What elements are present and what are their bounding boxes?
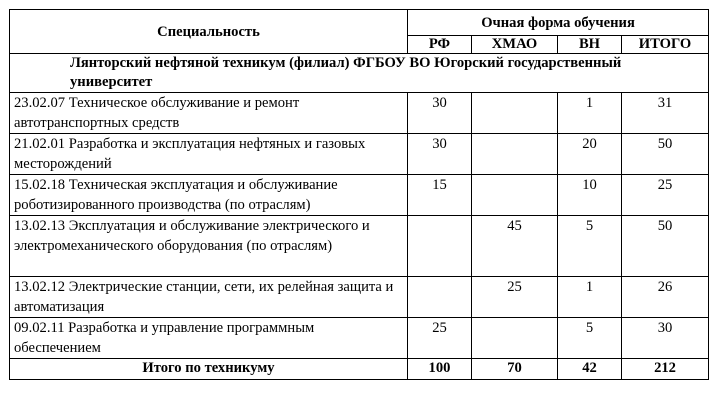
header-col-total: ИТОГО <box>622 36 709 54</box>
table-row <box>10 318 709 359</box>
specialty-cell: 13.02.12 Электрические станции, сети, их релейная защита и автоматизация <box>10 277 408 318</box>
table-row <box>10 93 709 134</box>
table-row <box>10 216 709 277</box>
totals-row <box>10 359 709 380</box>
rf-cell: 30 <box>408 134 472 175</box>
specialty-cell: 09.02.11 Разработка и управление программным обеспечением <box>10 318 408 359</box>
hmao-cell: 45 <box>472 216 558 277</box>
total-cell: 26 <box>622 277 709 318</box>
section-title: Лянторский нефтяной техникум (филиал) ФГБОУ ВО Югорский государственный университет <box>10 54 709 93</box>
hmao-cell <box>472 175 558 216</box>
totals-label: Итого по техникуму <box>10 359 408 380</box>
vn-cell: 20 <box>558 134 622 175</box>
total-cell: 50 <box>622 134 709 175</box>
header-col-rf: РФ <box>408 36 472 54</box>
totals-hmao: 70 <box>472 359 558 380</box>
hmao-cell <box>472 134 558 175</box>
header-col-vn: ВН <box>558 36 622 54</box>
header-full-time-form: Очная форма обучения <box>408 10 709 36</box>
specialty-cell: 23.02.07 Техническое обслуживание и ремонт автотранспортных средств <box>10 93 408 134</box>
table-row <box>10 134 709 175</box>
header-specialty: Специальность <box>10 10 408 54</box>
hmao-cell <box>472 93 558 134</box>
hmao-cell <box>472 318 558 359</box>
rf-cell: 30 <box>408 93 472 134</box>
specialty-cell: 13.02.13 Эксплуатация и обслуживание электрического и электромеханического оборудования (по отраслям) <box>10 216 408 277</box>
specialty-cell: 21.02.01 Разработка и эксплуатация нефтяных и газовых месторождений <box>10 134 408 175</box>
vn-cell: 5 <box>558 318 622 359</box>
hmao-cell: 25 <box>472 277 558 318</box>
totals-total: 212 <box>622 359 709 380</box>
vn-cell: 1 <box>558 277 622 318</box>
rf-cell <box>408 216 472 277</box>
specialty-cell: 15.02.18 Техническая эксплуатация и обслуживание роботизированного производства (по отраслям) <box>10 175 408 216</box>
rf-cell <box>408 277 472 318</box>
total-cell: 31 <box>622 93 709 134</box>
rf-cell: 15 <box>408 175 472 216</box>
total-cell: 30 <box>622 318 709 359</box>
vn-cell: 1 <box>558 93 622 134</box>
vn-cell: 10 <box>558 175 622 216</box>
total-cell: 50 <box>622 216 709 277</box>
totals-vn: 42 <box>558 359 622 380</box>
totals-rf: 100 <box>408 359 472 380</box>
table-row <box>10 277 709 318</box>
vn-cell: 5 <box>558 216 622 277</box>
enrollment-table <box>9 9 709 380</box>
header-col-hmao: ХМАО <box>472 36 558 54</box>
total-cell: 25 <box>622 175 709 216</box>
rf-cell: 25 <box>408 318 472 359</box>
table-row <box>10 175 709 216</box>
